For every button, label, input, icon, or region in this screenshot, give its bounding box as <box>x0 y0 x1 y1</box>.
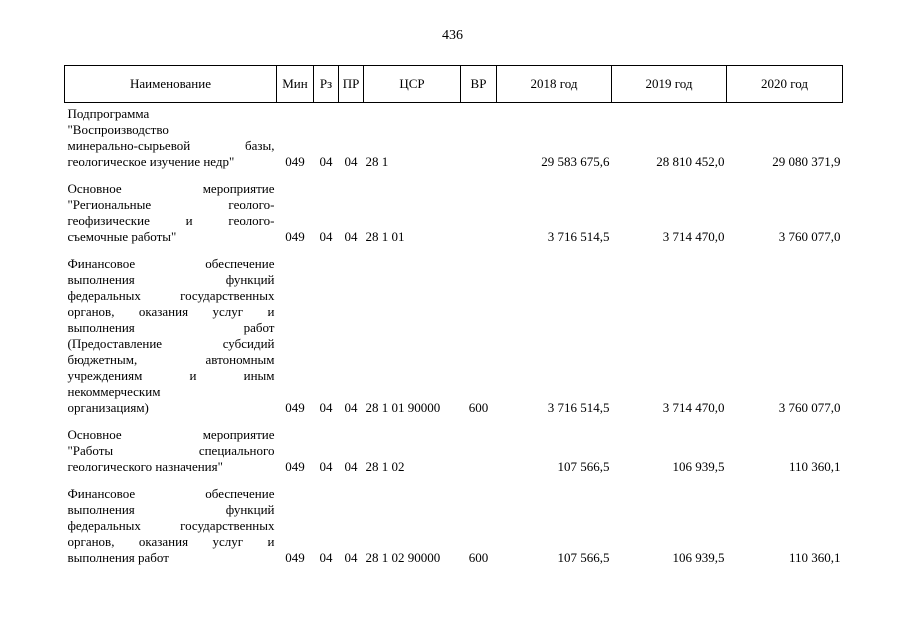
table-row <box>65 253 843 416</box>
row-pr: 04 <box>344 400 358 415</box>
row-name-line: органов, оказания услуг и <box>67 304 275 319</box>
row-spacer-cell <box>65 475 843 483</box>
row-spacer-cell <box>65 245 843 253</box>
row-pr: 04 <box>344 550 358 565</box>
row-spacer <box>65 475 843 483</box>
table-row <box>65 424 843 475</box>
row-amount-2020: 110 360,1 <box>788 459 841 474</box>
table-row <box>65 178 843 245</box>
row-pr: 04 <box>344 459 358 474</box>
row-name-line: "Региональные геолого- <box>67 197 275 212</box>
header-2018: 2018 год <box>497 66 612 103</box>
row-amount-2018: 107 566,5 <box>557 459 610 474</box>
row-name <box>65 178 277 245</box>
row-spacer-cell <box>65 416 843 424</box>
row-amount-2018: 29 583 675,6 <box>541 154 610 169</box>
row-min: 049 <box>285 459 305 474</box>
row-name-line: Основное мероприятие <box>67 181 275 196</box>
row-rz: 04 <box>319 229 333 244</box>
header-2019: 2019 год <box>612 66 727 103</box>
row-vr <box>461 178 497 245</box>
row-amount-2018: 3 716 514,5 <box>547 229 610 244</box>
row-name-line: Подпрограмма <box>67 106 150 121</box>
row-amount-2020: 110 360,1 <box>788 550 841 565</box>
header-rz: Рз <box>314 66 339 103</box>
row-min: 049 <box>285 400 305 415</box>
row-name-line: федеральных государственных <box>67 518 275 533</box>
row-name <box>65 424 277 475</box>
row-pr: 04 <box>344 229 358 244</box>
row-spacer-cell <box>65 170 843 178</box>
row-name-line: учреждениям и иным <box>67 368 275 383</box>
row-name-line: выполнения работ <box>67 550 169 565</box>
row-name-line: некоммерческим <box>67 384 161 399</box>
row-name-line: федеральных государственных <box>67 288 275 303</box>
row-amount-2020: 3 760 077,0 <box>778 400 841 415</box>
row-csr: 28 1 02 <box>365 459 405 474</box>
header-2020: 2020 год <box>727 66 843 103</box>
row-spacer <box>65 245 843 253</box>
row-vr: 600 <box>468 400 489 415</box>
row-name-line: геологическое изучение недр" <box>67 154 235 169</box>
row-csr: 28 1 02 90000 <box>365 550 441 565</box>
row-name-line: Финансовое обеспечение <box>67 486 275 501</box>
row-pr: 04 <box>344 154 358 169</box>
row-rz: 04 <box>319 550 333 565</box>
row-csr: 28 1 01 <box>365 229 405 244</box>
row-name-line: "Воспроизводство <box>67 122 169 137</box>
row-name-line: минерально-сырьевой базы, <box>67 138 275 153</box>
row-csr: 28 1 <box>365 154 389 169</box>
row-name-line: Финансовое обеспечение <box>67 256 275 271</box>
row-amount-2018: 3 716 514,5 <box>547 400 610 415</box>
row-name <box>65 103 277 171</box>
row-name-line: органов, оказания услуг и <box>67 534 275 549</box>
row-min: 049 <box>285 154 305 169</box>
row-amount-2019: 106 939,5 <box>672 550 725 565</box>
header-vr: ВР <box>461 66 497 103</box>
row-amount-2019: 3 714 470,0 <box>662 229 725 244</box>
row-name-line: организациям) <box>67 400 149 415</box>
row-rz: 04 <box>319 154 333 169</box>
row-min: 049 <box>285 550 305 565</box>
budget-table <box>64 65 843 566</box>
row-rz: 04 <box>319 400 333 415</box>
row-spacer <box>65 416 843 424</box>
row-min: 049 <box>285 229 305 244</box>
table-row <box>65 483 843 566</box>
page-number: 436 <box>442 28 463 43</box>
row-amount-2019: 3 714 470,0 <box>662 400 725 415</box>
row-amount-2019: 28 810 452,0 <box>656 154 725 169</box>
row-name-line: съемочные работы" <box>67 229 177 244</box>
row-amount-2018: 107 566,5 <box>557 550 610 565</box>
row-name <box>65 483 277 566</box>
row-name-line: геофизические и геолого- <box>67 213 275 228</box>
row-amount-2020: 3 760 077,0 <box>778 229 841 244</box>
row-csr: 28 1 01 90000 <box>365 400 441 415</box>
row-spacer <box>65 170 843 178</box>
row-amount-2020: 29 080 371,9 <box>772 154 841 169</box>
row-name-line: выполнения функций <box>67 502 275 517</box>
row-rz: 04 <box>319 459 333 474</box>
table-body <box>65 103 843 567</box>
row-name-line: выполнения функций <box>67 272 275 287</box>
row-name-line: (Предоставление субсидий <box>67 336 275 351</box>
row-amount-2019: 106 939,5 <box>672 459 725 474</box>
row-vr <box>461 103 497 171</box>
header-min: Мин <box>277 66 314 103</box>
row-name <box>65 253 277 416</box>
row-name-line: бюджетным, автономным <box>67 352 275 367</box>
row-name-line: выполнения работ <box>67 320 275 335</box>
row-name-line: геологического назначения" <box>67 459 223 474</box>
row-vr <box>461 424 497 475</box>
row-name-line: Основное мероприятие <box>67 427 275 442</box>
row-name-line: "Работы специального <box>67 443 275 458</box>
header-csr: ЦСР <box>364 66 461 103</box>
header-name: Наименование <box>65 66 277 103</box>
row-vr: 600 <box>468 550 489 565</box>
header-pr: ПР <box>339 66 364 103</box>
table-row <box>65 103 843 171</box>
table-header <box>65 66 843 103</box>
